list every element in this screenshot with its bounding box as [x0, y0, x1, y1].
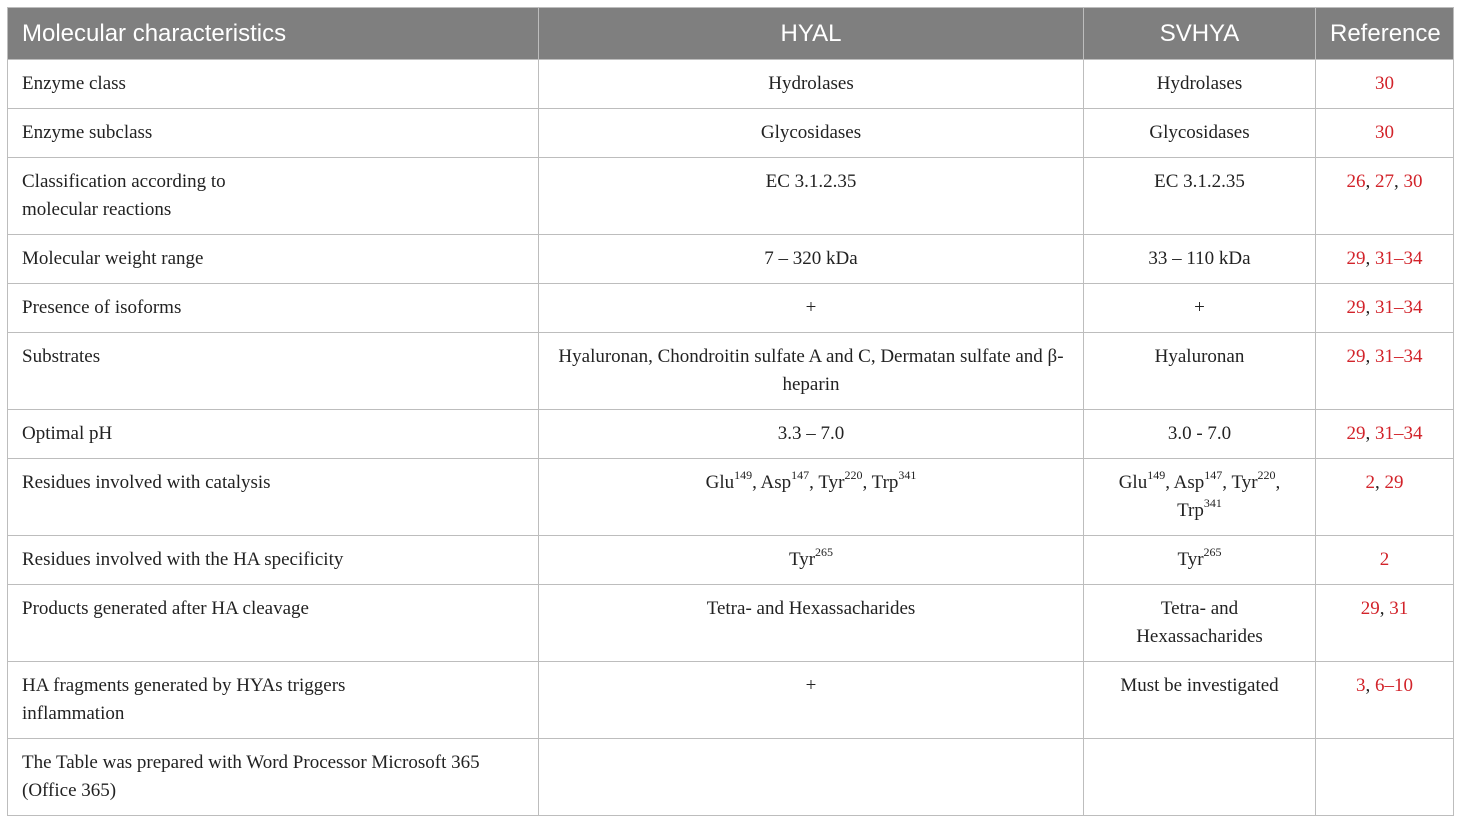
- row-label: [8, 662, 539, 739]
- hyal-cell: [539, 739, 1084, 816]
- reference-cell: 3, 6–10: [1316, 662, 1454, 739]
- reference-link[interactable]: 6–10: [1375, 675, 1413, 696]
- hyal-cell: 3.3 – 7.0: [539, 410, 1084, 459]
- table-row: [8, 109, 1454, 158]
- svhya-cell: [1084, 536, 1316, 585]
- reference-link[interactable]: 3: [1356, 675, 1366, 696]
- row-label: Presence of isoforms: [8, 284, 539, 333]
- row-label: Residues involved with the HA specificity: [8, 536, 539, 585]
- reference-link[interactable]: 29: [1346, 297, 1366, 318]
- header-characteristics: Molecular characteristics: [8, 8, 539, 60]
- header-hyal: HYAL: [539, 8, 1084, 60]
- reference-link[interactable]: 29: [1384, 472, 1404, 493]
- row-label: Enzyme class: [8, 60, 539, 109]
- hyal-cell: EC 3.1.2.35: [539, 158, 1084, 235]
- svhya-cell: +: [1084, 284, 1316, 333]
- svhya-cell: [1084, 585, 1316, 662]
- reference-cell: [1316, 60, 1454, 109]
- residue: Tyr$^{265}$: [1177, 544, 1222, 570]
- residue: Tyr$^{220}$: [818, 467, 863, 493]
- row-label: Substrates: [8, 333, 539, 410]
- svhya-cell: Glu$^{149}$, Asp$^{147}$, Tyr$^{220}$, Trp$^{341}$: [1084, 459, 1316, 536]
- hyal-cell: Glycosidases: [539, 109, 1084, 158]
- reference-cell: [1316, 536, 1454, 585]
- svhya-cell: Hydrolases: [1084, 60, 1316, 109]
- reference-cell: 2, 29: [1316, 459, 1454, 536]
- reference-link[interactable]: 30: [1375, 73, 1394, 94]
- reference-link[interactable]: 26: [1346, 171, 1366, 192]
- table-row: [8, 333, 1454, 410]
- residue: Glu$^{149}$: [1118, 467, 1166, 493]
- reference-cell: 29, 31–34: [1316, 235, 1454, 284]
- svhya-cell: 33 – 110 kDa: [1084, 235, 1316, 284]
- hyal-cell: Tetra- and Hexassacharides: [539, 585, 1084, 662]
- svhya-cell: [1084, 739, 1316, 816]
- reference-link[interactable]: 31: [1389, 598, 1409, 619]
- reference-link[interactable]: 30: [1403, 171, 1423, 192]
- residue: Tyr$^{220}$: [1231, 467, 1276, 493]
- hyal-cell: +: [539, 662, 1084, 739]
- hyal-cell: Glu$^{149}$, Asp$^{147}$, Tyr$^{220}$, Trp$^{341}$: [539, 459, 1084, 536]
- reference-link[interactable]: 30: [1375, 122, 1394, 143]
- residue: Tyr$^{265}$: [788, 544, 834, 570]
- reference-link[interactable]: 2: [1379, 549, 1390, 570]
- hyal-cell: [539, 536, 1084, 585]
- table-row: [8, 459, 1454, 536]
- reference-link[interactable]: 2: [1365, 472, 1375, 493]
- residue: Asp$^{147}$: [1173, 467, 1223, 493]
- hyal-cell: Hyaluronan, Chondroitin sulfate A and C, Dermatan sulfate and β-heparin: [539, 333, 1084, 410]
- reference-cell: 29, 31–34: [1316, 333, 1454, 410]
- svhya-cell-text: Tetra- and Hexassacharides: [1136, 598, 1263, 647]
- table-row: [8, 536, 1454, 585]
- reference-cell: 29, 31–34: [1316, 284, 1454, 333]
- reference-link[interactable]: 27: [1375, 171, 1394, 192]
- row-label: Products generated after HA cleavage: [8, 585, 539, 662]
- svhya-cell: Glycosidases: [1084, 109, 1316, 158]
- residue: Glu$^{149}$: [705, 467, 753, 493]
- row-label: Optimal pH: [8, 410, 539, 459]
- table-row: [8, 235, 1454, 284]
- residue: Trp$^{341}$: [871, 467, 917, 493]
- row-label: [8, 158, 539, 235]
- characteristics-table: [7, 7, 1454, 816]
- reference-link[interactable]: 29: [1346, 423, 1366, 444]
- svhya-cell: Must be investigated: [1084, 662, 1316, 739]
- table-row: [8, 410, 1454, 459]
- table-footnote: [8, 739, 539, 816]
- hyal-cell: +: [539, 284, 1084, 333]
- reference-cell: 29, 31: [1316, 585, 1454, 662]
- header-reference: Reference: [1316, 8, 1454, 60]
- table-row: [8, 284, 1454, 333]
- residue: Trp$^{341}$: [1177, 495, 1222, 521]
- row-label: Residues involved with catalysis: [8, 459, 539, 536]
- header-svhya: SVHYA: [1084, 8, 1316, 60]
- reference-link[interactable]: 31–34: [1375, 423, 1423, 444]
- table-row: [8, 739, 1454, 816]
- reference-link[interactable]: 31–34: [1375, 248, 1423, 269]
- reference-cell: [1316, 739, 1454, 816]
- row-label-text: HA fragments generated by HYAs triggers inflammation: [22, 675, 346, 724]
- table-row: [8, 662, 1454, 739]
- reference-cell: [1316, 109, 1454, 158]
- svhya-cell: Hyaluronan: [1084, 333, 1316, 410]
- footnote-text: The Table was prepared with Word Processor Microsoft 365 (Office 365): [22, 752, 480, 801]
- reference-link[interactable]: 31–34: [1375, 297, 1423, 318]
- table-row: [8, 585, 1454, 662]
- reference-cell: 29, 31–34: [1316, 410, 1454, 459]
- svhya-cell: EC 3.1.2.35: [1084, 158, 1316, 235]
- row-label: Molecular weight range: [8, 235, 539, 284]
- row-label-text: Classification according to molecular reactions: [22, 171, 226, 220]
- reference-cell: 26, 27, 30: [1316, 158, 1454, 235]
- table-row: [8, 158, 1454, 235]
- reference-link[interactable]: 29: [1360, 598, 1380, 619]
- row-label: Enzyme subclass: [8, 109, 539, 158]
- reference-link[interactable]: 31–34: [1375, 346, 1423, 367]
- header-row: [8, 8, 1454, 60]
- residue: Asp$^{147}$: [760, 467, 810, 493]
- reference-link[interactable]: 29: [1346, 346, 1366, 367]
- hyal-cell: Hydrolases: [539, 60, 1084, 109]
- reference-link[interactable]: 29: [1346, 248, 1366, 269]
- table-row: [8, 60, 1454, 109]
- svhya-cell: 3.0 - 7.0: [1084, 410, 1316, 459]
- hyal-cell: 7 – 320 kDa: [539, 235, 1084, 284]
